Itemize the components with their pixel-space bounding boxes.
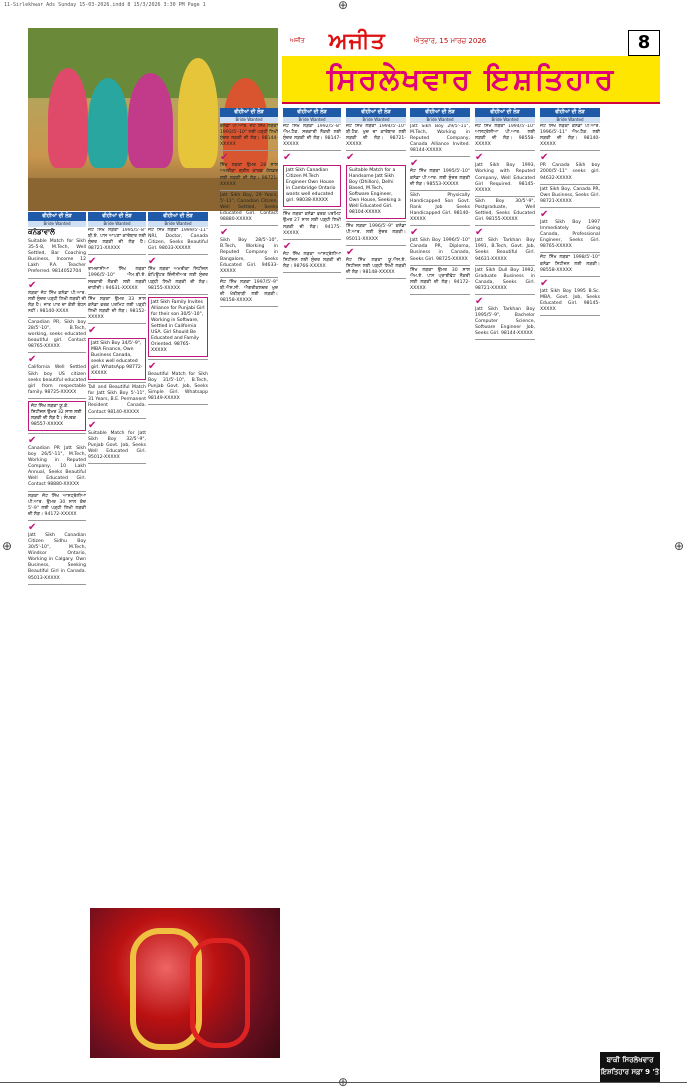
- classified-ad: ਜੱਟ ਸਿੱਖ ਲੜਕਾ 1994/5'-10" ਆਸਟ੍ਰੇਲੀਆ ਪੀ.ਆਰ. ਲਈ ਲੜਕੀ ਦੀ ਲੋੜ। 98558-XXXXX: [475, 124, 535, 148]
- ad-separator: [410, 225, 470, 226]
- classified-ad: Jatt Sikh Boy, Canada PR, Own Business, Seeks Girl. 98721-XXXXX: [540, 186, 600, 204]
- continued-notice: [600, 1052, 660, 1082]
- checkmark-icon: ✔: [540, 152, 549, 164]
- ad-separator: [88, 294, 146, 295]
- ad-column: [540, 124, 600, 1064]
- ad-separator: [540, 315, 600, 316]
- column-subheader: Bride Wanted: [410, 117, 470, 123]
- ad-separator: [283, 239, 341, 240]
- checkmark-icon: ✔: [410, 227, 419, 239]
- bangles-photo: [90, 908, 280, 1058]
- ad-separator: [475, 294, 535, 295]
- ad-separator: [410, 190, 470, 191]
- checkmark-icon: ✔: [220, 152, 229, 164]
- classified-ad: Beautiful Match for Sikh Boy 31/5'-10", B.Tech, Punjab Govt. Job, Seeks Simple Girl. Whatsapp 98149-XXXXX: [148, 371, 208, 402]
- ad-separator: [220, 225, 278, 226]
- column-header: ਵੀਹੀਆਂ ਦੀ ਲੋੜ: [88, 212, 146, 221]
- ad-separator: [28, 491, 86, 492]
- column-header: ਵੀਹੀਆਂ ਦੀ ਲੋੜ: [28, 212, 86, 221]
- classified-ad: Jatt Sikh Boy 1997 Immediately Going Canada, Professional Engineer, Seeks Girl. 98765-XXXXX: [540, 219, 600, 250]
- checkmark-icon: ✔: [148, 256, 157, 268]
- checkmark-icon: ✔: [283, 240, 292, 252]
- ad-separator: [475, 339, 535, 340]
- ad-separator: [28, 584, 86, 585]
- classified-ad: ਲੜਕਾ ਜੱਟ ਸਿੱਖ ਕਨੇਡਾ ਪੀ.ਆਰ. ਲਈ ਸੁੰਦਰ ਪੜ੍ਹੀ ਲਿਖੀ ਲੜਕੀ ਦੀ ਲੋੜ ਹੈ। ਜਾਤ ਪਾਤ ਦਾ ਕੋਈ ਬੰਧਨ ਨਹੀਂ। 98140-XXXX: [28, 290, 86, 314]
- classified-ad: California Well Settled Sikh boy US citizen seeks beautiful educated girl from respectable family. 98725-XXXXX: [28, 365, 86, 395]
- column-header: ਵੀਹੀਆਂ ਦੀ ਲੋੜ: [346, 108, 406, 117]
- classified-ad: Canadian PR, Sikh boy 28/5'-10", B.Tech, working, seeks educated beautiful girl. Contact 98765-XXXXX: [28, 319, 86, 350]
- section-label: ਕਨੇਡਾਵਾਲੇ: [28, 228, 55, 236]
- ad-separator: [220, 190, 278, 191]
- column-header: ਵੀਹੀਆਂ ਦੀ ਲੋੜ: [283, 108, 341, 117]
- checkmark-icon: ✔: [28, 279, 37, 291]
- column-subheader: Bride Wanted: [88, 221, 146, 227]
- page-number: 8: [628, 30, 660, 56]
- column-header: ਵੀਹੀਆਂ ਦੀ ਲੋੜ: [148, 212, 208, 221]
- section-title: ਸਿਰਲੇਖਵਾਰ ਇਸ਼ਤਿਹਾਰ: [282, 56, 660, 104]
- classified-ad: Jatt Sikh Boy 29/5'-11", M.Tech, Working in Reputed Company, Canada Alliance Invited. 98144-XXXXX: [410, 124, 470, 154]
- checkmark-icon: ✔: [475, 227, 484, 239]
- checkmark-icon: ✔: [220, 227, 229, 239]
- classified-ad: Sikh Boy 30/5'-9", Postgraduate, Well Settled, Seeks Educated Girl. 98155-XXXXX: [475, 198, 535, 223]
- checkmark-icon: ✔: [28, 354, 37, 366]
- ad-separator: [475, 265, 535, 266]
- checkmark-icon: ✔: [475, 295, 484, 307]
- ad-separator: [346, 150, 406, 151]
- classified-ad: ਜੱਟ ਸਿੱਖ ਲੜਕਾ ਕਨੇਡਾ ਪੀ.ਆਰ. 1996/5'-11" ਐਮ.ਟੈਕ. ਲਈ ਲੜਕੀ ਦੀ ਲੋੜ। 98140-XXXXX: [540, 124, 600, 148]
- checkmark-icon: ✔: [346, 246, 355, 258]
- registration-mark-icon: ⊕: [338, 0, 349, 12]
- ad-separator: [346, 245, 406, 246]
- ad-separator: [475, 225, 535, 226]
- classified-ad: ਜੱਟ ਸਿੱਖ ਲੜਕਾ ਯੂ.ਐਸ.ਏ. ਸਿਟੀਜ਼ਨ ਲਈ ਪੜ੍ਹੀ ਲਿਖੀ ਲੜਕੀ ਦੀ ਲੋੜ। 98148-XXXXX: [346, 257, 406, 275]
- classified-ad: ਸਿੱਖ ਲੜਕਾ ਕਨੇਡਾ ਵਰਕ ਪਰਮਿਟ ਉਮਰ 27 ਸਾਲ ਲਈ ਪੜ੍ਹੀ ਲਿਖੀ ਲੜਕੀ ਦੀ ਲੋੜ। 94175-XXXXX: [283, 212, 341, 236]
- classified-ad: ਸਿੱਖ ਲੜਕਾ ਉਮਰ 30 ਸਾਲ ਐਮ.ਏ. ਪਾਸ ਪ੍ਰਾਈਵੇਟ ਨੌਕਰੀ ਲਈ ਲੜਕੀ ਦੀ ਲੋੜ। 94172-XXXXX: [410, 267, 470, 291]
- ad-column: [475, 124, 535, 1074]
- checkmark-icon: ✔: [475, 152, 484, 164]
- classified-ad: ਜੱਟ ਸਿੱਖ ਲੜਕਾ 1997/5'-9" ਬੀ.ਐਸ.ਸੀ. ਐਗਰੀਕਲਚਰ ਖੁਦ ਦੀ ਖੇਤੀਬਾੜੀ ਲਈ ਲੜਕੀ। 98158-XXXXX: [220, 279, 278, 304]
- ad-separator: [28, 520, 86, 521]
- classified-ad: Suitable Match for Jatt Sikh Boy 32/5'-9", Punjab Govt. Job, Seeks Well Educated Girl. 95012-XXXXX: [88, 430, 146, 460]
- classified-ad: ਜੱਟ ਸਿੱਖ ਲੜਕਾ 1995/5'-10" ਕਨੇਡਾ ਪੀ.ਆਰ. ਲਈ ਸੁੰਦਰ ਲੜਕੀ ਦੀ ਲੋੜ। 98553-XXXXX: [410, 169, 470, 187]
- checkmark-icon: ✔: [346, 152, 355, 164]
- paper-label: ਅਜੀਤ: [290, 37, 305, 44]
- ad-separator: [148, 359, 208, 360]
- ad-separator: [540, 184, 600, 185]
- print-slug-line: 11-Sirlekhwar Ads Sunday 15-03-2026.indd 8 15/3/2026 3:30 PM Page 1: [4, 2, 206, 8]
- ad-column: [148, 228, 208, 908]
- ad-column: [410, 124, 470, 1074]
- column-subheader: Bride Wanted: [283, 117, 341, 123]
- ad-separator: [475, 150, 535, 151]
- ad-separator: [88, 382, 146, 383]
- ad-column: [220, 124, 278, 904]
- classified-ad: Suitable Match for a Handsome Jatt Sikh Boy (Dhillon), Delhi Based, M.Tech, Software Engineer, Own House, Seeking a Well Educated Girl. 98104-XXXXX: [346, 165, 406, 219]
- ad-separator: [410, 265, 470, 266]
- issue-date: ਐਤਵਾਰ, 15 ਮਾਰਚ 2026: [413, 36, 487, 45]
- ad-separator: [540, 276, 600, 277]
- ad-separator: [346, 278, 406, 279]
- checkmark-icon: ✔: [148, 360, 157, 372]
- ad-separator: [410, 294, 470, 295]
- column-subheader: Bride Wanted: [220, 117, 278, 123]
- classified-ad: ਸਿੱਖ ਲੜਕਾ ਉਮਰ 28 ਸਾਲ ਅਮਰੀਕਾ ਗ੍ਰੀਨ ਕਾਰਡ ਹੋਲਡਰ ਲਈ ਲੜਕੀ ਦੀ ਲੋੜ। 98721-XXXXX: [220, 163, 278, 187]
- ad-column: [283, 124, 341, 1074]
- ad-separator: [220, 277, 278, 278]
- registration-mark-icon: ⊕: [2, 539, 13, 553]
- classified-ad: Jatt Sikh Dull Boy 1992, Graduate Business in Canada, Seeks Girl. 98721-XXXXX: [475, 267, 535, 291]
- column-header: ਵੀਹੀਆਂ ਦੀ ਲੋੜ: [410, 108, 470, 117]
- checkmark-icon: ✔: [410, 158, 419, 170]
- classified-ad: Jatt Sikh Canadian Citizen M.Tech Engineer Own House in Cambridge Ontario wants well educated girl. 98038-XXXXX: [283, 165, 341, 207]
- woman-figure: [88, 78, 128, 168]
- ad-separator: [475, 196, 535, 197]
- column-header: ਵੀਹੀਆਂ ਦੀ ਲੋੜ: [475, 108, 535, 117]
- classified-ad: ਜੱਟ ਸਿੱਖ ਲੜਕਾ 1995/5'-8" ਬੀ.ਏ. ਪਾਸ ਆਪਣਾ ਕਾਰੋਬਾਰ ਲਈ ਸੁੰਦਰ ਲੜਕੀ ਦੀ ਲੋੜ ਹੈ। 98721-XXXXX: [88, 228, 146, 252]
- ad-separator: [283, 272, 341, 273]
- woman-figure: [48, 68, 88, 168]
- classified-ad: ਜੱਟ ਸਿੱਖ ਲੜਕਾ 1992/5'-8" ਐਮ.ਟੈਕ. ਸਰਕਾਰੀ ਨੌਕਰੀ ਲਈ ਸੁੰਦਰ ਲੜਕੀ ਦੀ ਲੋੜ। 98147-XXXXX: [283, 124, 341, 148]
- column-header: ਵੀਹੀਆਂ ਦੀ ਲੋੜ: [540, 108, 600, 117]
- ad-separator: [283, 209, 341, 210]
- classified-ad: Jatt Sikh Family Invites Alliance for Punjabi Girl for their son 30/5'-10", Working in Software, Settled in California USA. Girl Should Be Educated and Family Oriented. 98765-XXXXX: [148, 297, 208, 357]
- checkmark-icon: ✔: [88, 325, 97, 337]
- classified-ad: PR Canada Sikh boy 2000/5'-11" seeks girl. 94632-XXXXX: [540, 163, 600, 181]
- checkmark-icon: ✔: [540, 277, 549, 289]
- classified-ad: Canadian PR Jatt Sikh boy 26/5'-11", M.Tech, Working in Reputed Company, 10 Lakh Annual, Seeks Beautiful Well Educated Girl. Contact 98880-XXXXX: [28, 445, 86, 488]
- ad-separator: [540, 150, 600, 151]
- woman-figure: [128, 73, 173, 168]
- classified-ad: ਸਿੱਖ ਲੜਕਾ ਉਮਰ 33 ਸਾਲ ਕਨੇਡਾ ਵਰਕ ਪਰਮਿਟ ਲਈ ਪੜ੍ਹੀ ਲਿਖੀ ਲੜਕੀ ਦੀ ਲੋੜ। 98152-XXXXX: [88, 296, 146, 321]
- classified-ad: Tall and Beautiful Match for Jatt Sikh Boy 5'-11", 31 Years, B.E. Permanent Resident Canada. Contact 98140-XXXXX: [88, 385, 146, 415]
- classified-ad: Suitable Match for Sikh 35-5-8, M.Tech, Well Settled, Bar Coaching Business, Income 12 Lakh P.A. Teacher Preferred. 9814052704: [28, 239, 86, 275]
- ad-separator: [148, 294, 208, 295]
- continued-line-2: ਇਸ਼ਤਿਹਾਰ ਸਫ਼ਾ 9 'ਤੇ: [600, 1068, 660, 1076]
- registration-mark-icon: ⊕: [338, 1075, 349, 1089]
- column-subheader: Bride Wanted: [346, 117, 406, 123]
- classified-ad: Sikh Physically Handicapped Son Govt. Rank Job Seeks Handicapped Girl. 98140-XXXXX: [410, 192, 470, 223]
- checkmark-icon: ✔: [28, 521, 37, 533]
- classified-ad: Jatt Sikh Tarkhan Boy 1991, B.Tech, Govt. Job, Seeks Beautiful Girl. 94631-XXXXX: [475, 238, 535, 262]
- classified-ad: Jatt Sikh Tarkhan Boy 1995/5'-9", Bachelor Computer Science, Software Engineer Job, Seeks Girl. 98144-XXXXX: [475, 306, 535, 337]
- ad-separator: [88, 418, 146, 419]
- classified-ad: ਲੜਕਾ ਜੱਟ ਸਿੱਖ ਆਸਟ੍ਰੇਲੀਆ ਪੀ.ਆਰ. ਉਮਰ 30 ਸਾਲ ਕੱਦ 5'-9" ਲਈ ਪੜ੍ਹੀ ਲਿਖੀ ਲੜਕੀ ਦੀ ਲੋੜ। 94172-XXXXX: [28, 493, 86, 517]
- column-subheader: Bride Wanted: [540, 117, 600, 123]
- classified-ad: ਜੱਟ ਸਿੱਖ ਲੜਕਾ 1998/5'-10" ਕਨੇਡਾ ਸਿਟੀਜ਼ਨ ਲਈ ਲੜਕੀ। 98558-XXXXX: [540, 255, 600, 273]
- ad-separator: [220, 150, 278, 151]
- ad-separator: [148, 254, 208, 255]
- classified-ad: Jatt Sikh Boy 1993, Working with Reputed Company, Well Educated Girl Required. 98145-XXXXX: [475, 163, 535, 193]
- ad-separator: [220, 306, 278, 307]
- checkmark-icon: ✔: [283, 152, 292, 164]
- ad-separator: [346, 221, 406, 222]
- woman-figure: [178, 58, 218, 168]
- ad-separator: [28, 433, 86, 434]
- classified-ad: Sikh Boy 28/5'-10", B.Tech, Working in Reputed Company in Bangalore, Seeks Educated Girl. 94633-XXXXX: [220, 238, 278, 274]
- ad-separator: [28, 352, 86, 353]
- continued-line-1: ਬਾਕੀ ਸਿਰਲੇਖਵਾਰ: [606, 1056, 654, 1064]
- classified-ad: ਕਨੇਡਾ ਪੀ.ਆਰ. ਜੱਟ ਸਿੱਖ ਲੜਕਾ 1993/5'-10" ਲਈ ਪੜ੍ਹੀ ਲਿਖੀ ਸੁੰਦਰ ਲੜਕੀ ਦੀ ਲੋੜ। 98144-XXXXX: [220, 124, 278, 148]
- classified-ad: Jatt Sikh Canadian Citizen Sidhu Boy 30/5'-10", M.Tech, Windsor Ontario, Working in Calgary. Own Business, Seeking Beautiful Girl in Canada. 95013-XXXXX: [28, 532, 86, 581]
- masthead: [282, 30, 660, 102]
- classified-ad: Jatt Sikh Boy 1996/5'-10" Canada PR, Diploma, Business in Canada, Seeks Girl. 98725-XXXXX: [410, 238, 470, 262]
- classified-ad: ਜੱਟ ਸਿੱਖ ਲੜਕਾ 1994/5'-10" ਬੀ.ਟੈਕ. ਖੁਦ ਦਾ ਕਾਰੋਬਾਰ ਲਈ ਲੜਕੀ ਦੀ ਲੋੜ। 98721-XXXXX: [346, 124, 406, 148]
- ad-separator: [88, 254, 146, 255]
- registration-mark-icon: ⊕: [674, 539, 685, 553]
- checkmark-icon: ✔: [28, 434, 37, 446]
- ad-column: [346, 124, 406, 1074]
- ad-separator: [148, 404, 208, 405]
- ad-separator: [28, 278, 86, 279]
- classified-ad: Jatt Sikh Boy, 29 Years, 5'-11", Canadian Citizen, Well Settled, Seeks Educated Girl. Contact 98880-XXXXX: [220, 192, 278, 223]
- ad-separator: [28, 317, 86, 318]
- ad-separator: [88, 463, 146, 464]
- ad-separator: [28, 398, 86, 399]
- column-header: ਵੀਹੀਆਂ ਦੀ ਲੋੜ: [220, 108, 278, 117]
- column-subheader: Bride Wanted: [475, 117, 535, 123]
- classified-ad: ਸਿੱਖ ਲੜਕਾ 1996/5'-9" ਕਨੇਡਾ ਪੀ.ਆਰ. ਲਈ ਸੁੰਦਰ ਲੜਕੀ। 95011-XXXXX: [346, 224, 406, 242]
- ad-separator: [410, 156, 470, 157]
- newspaper-logo: ਅਜੀਤ: [328, 28, 386, 54]
- classified-ad: Jatt Sikh Boy 34/5'-9", MBA Finance, Own Business Canada, seeks well educated girl. WhatsApp 98772-XXXXX: [88, 338, 146, 380]
- ad-separator: [540, 207, 600, 208]
- checkmark-icon: ✔: [88, 419, 97, 431]
- checkmark-icon: ✔: [88, 256, 97, 268]
- ad-separator: [88, 323, 146, 324]
- ad-column: [28, 228, 86, 1083]
- classified-ad: ਜੱਟ ਸਿੱਖ ਲੜਕਾ ਆਸਟ੍ਰੇਲੀਆ ਸਿਟੀਜ਼ਨ ਲਈ ਸੁੰਦਰ ਲੜਕੀ ਦੀ ਲੋੜ। 98766-XXXXX: [283, 251, 341, 269]
- classified-ad: ਜੱਟ ਸਿੱਖ ਲੜਕਾ 1999/5'-11" NRI, Doctor, Canada Citizen, Seeks Beautiful Girl. 98033-XXXXX: [148, 228, 208, 252]
- ad-column: [88, 228, 146, 908]
- checkmark-icon: ✔: [540, 208, 549, 220]
- bottom-rule: [0, 1082, 687, 1083]
- classified-ad: ਸਿੱਖ ਲੜਕਾ ਅਮਰੀਕਾ ਸਿਟੀਜ਼ਨ ਕੰਪਿਊਟਰ ਇੰਜੀਨੀਅਰ ਲਈ ਸੁੰਦਰ ਪੜ੍ਹੀ ਲਿਖੀ ਲੜਕੀ ਦੀ ਲੋੜ। 98155-XXXXX: [148, 267, 208, 291]
- classified-ad: ਜੱਟ ਸਿੱਖ ਲੜਕਾ ਯੂ.ਕੇ. ਸਿਟੀਜ਼ਨ ਉਮਰ 32 ਸਾਲ ਲਈ ਲੜਕੀ ਦੀ ਲੋੜ ਹੈ। ਸੰਪਰਕ 98557-XXXXX: [28, 401, 86, 431]
- column-subheader: Bride Wanted: [28, 221, 86, 227]
- ad-separator: [540, 252, 600, 253]
- classified-ad: ਰਾਮਦਾਸੀਆ ਸਿੱਖ ਲੜਕਾ 1996/5'-10" ਐਮ.ਬੀ.ਏ. ਸਰਕਾਰੀ ਨੌਕਰੀ ਲਈ ਲੜਕੀ ਚਾਹੀਦੀ। 94631-XXXXX: [88, 267, 146, 291]
- classified-ad: Jatt Sikh Boy 1995 B.Sc. MBA, Govt. Job, Seeks Educated Girl. 98145-XXXXX: [540, 288, 600, 312]
- column-subheader: Bride Wanted: [148, 221, 208, 227]
- ad-separator: [283, 150, 341, 151]
